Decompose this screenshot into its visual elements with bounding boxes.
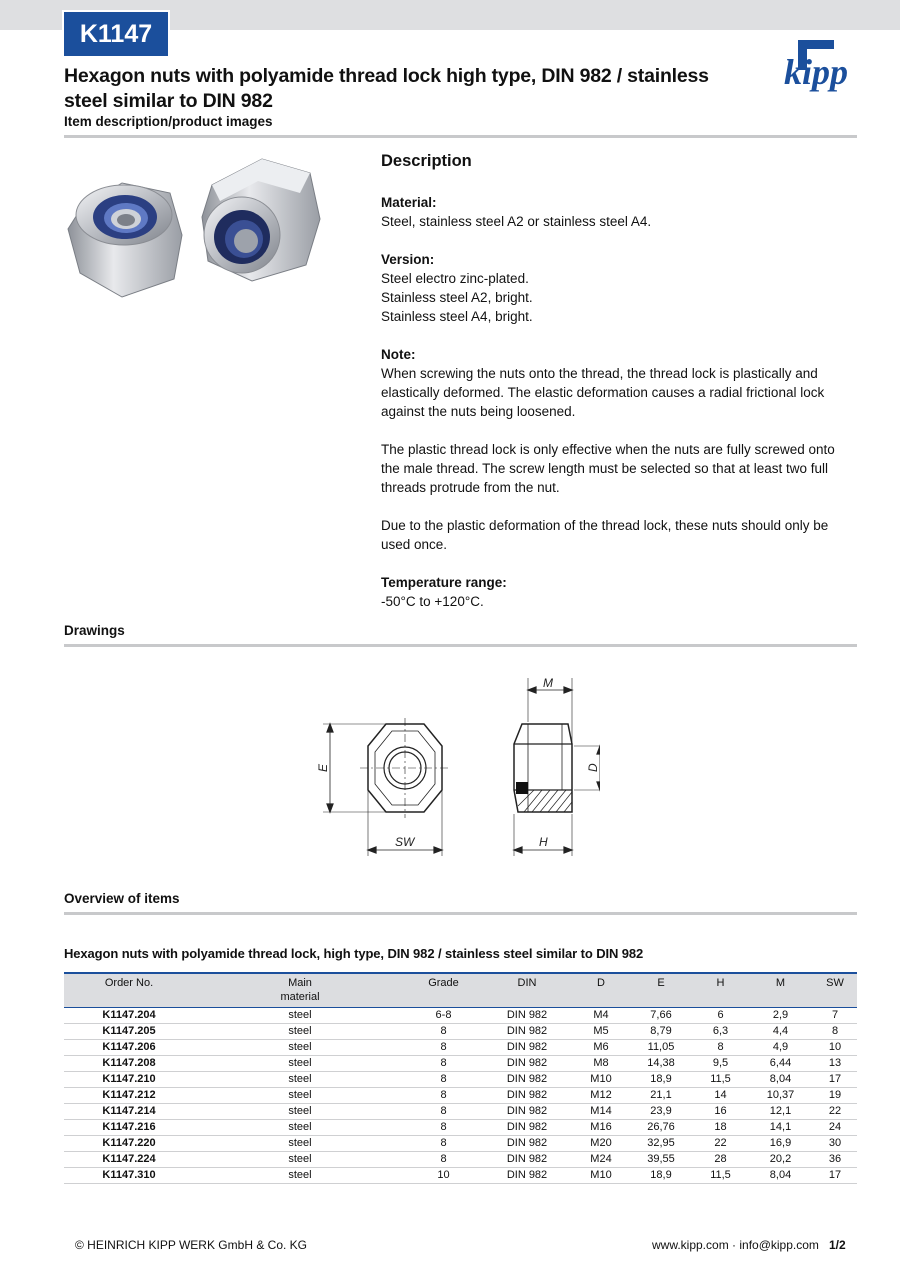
cell-sw: 36 — [813, 1152, 857, 1168]
table-row — [64, 1088, 857, 1104]
cell-e: 26,76 — [629, 1120, 693, 1136]
table-body — [64, 1008, 857, 1184]
description-heading: Description — [381, 152, 472, 170]
cell-d: M6 — [573, 1040, 629, 1056]
product-image — [62, 155, 326, 305]
cell-order-no: K1147.214 — [64, 1104, 194, 1120]
cell-e: 21,1 — [629, 1088, 693, 1104]
cell-h: 28 — [693, 1152, 748, 1168]
cell-grade: 8 — [406, 1024, 481, 1040]
temperature-section — [381, 573, 857, 611]
cell-din: DIN 982 — [481, 1104, 573, 1120]
cell-main-material: steel — [194, 1088, 406, 1104]
cell-grade: 8 — [406, 1072, 481, 1088]
cell-sw: 7 — [813, 1008, 857, 1024]
cell-din: DIN 982 — [481, 1136, 573, 1152]
note-paragraph: Due to the plastic deformation of the thread lock, these nuts should only be used once. — [381, 518, 829, 552]
cell-din: DIN 982 — [481, 1056, 573, 1072]
cell-h: 6 — [693, 1008, 748, 1024]
cell-d: M5 — [573, 1024, 629, 1040]
cell-e: 14,38 — [629, 1056, 693, 1072]
col-header-grade: Grade — [406, 973, 481, 1008]
cell-e: 11,05 — [629, 1040, 693, 1056]
col-header-din: DIN — [481, 973, 573, 1008]
dim-label-d: D — [586, 763, 600, 772]
version-line: Stainless steel A2, bright. — [381, 290, 533, 305]
cell-e: 23,9 — [629, 1104, 693, 1120]
cell-m: 20,2 — [748, 1152, 813, 1168]
cell-sw: 13 — [813, 1056, 857, 1072]
cell-order-no: K1147.204 — [64, 1008, 194, 1024]
cell-m: 12,1 — [748, 1104, 813, 1120]
cell-sw: 19 — [813, 1088, 857, 1104]
cell-sw: 17 — [813, 1072, 857, 1088]
cell-din: DIN 982 — [481, 1152, 573, 1168]
cell-main-material: steel — [194, 1104, 406, 1120]
col-header-h: H — [693, 973, 748, 1008]
cell-main-material: steel — [194, 1008, 406, 1024]
cell-m: 14,1 — [748, 1120, 813, 1136]
cell-din: DIN 982 — [481, 1008, 573, 1024]
cell-m: 10,37 — [748, 1088, 813, 1104]
cell-order-no: K1147.205 — [64, 1024, 194, 1040]
table-row — [64, 1040, 857, 1056]
note-section — [381, 345, 857, 421]
cell-order-no: K1147.212 — [64, 1088, 194, 1104]
cell-d: M16 — [573, 1120, 629, 1136]
temperature-text: -50°C to +120°C. — [381, 594, 484, 609]
dim-label-m: M — [543, 676, 553, 690]
cell-h: 8 — [693, 1040, 748, 1056]
note-label: Note: — [381, 347, 416, 362]
logo-wordmark: kipp — [784, 52, 849, 92]
cell-sw: 8 — [813, 1024, 857, 1040]
col-header-sw: SW — [813, 973, 857, 1008]
cell-h: 22 — [693, 1136, 748, 1152]
cell-din: DIN 982 — [481, 1120, 573, 1136]
cell-grade: 8 — [406, 1040, 481, 1056]
cell-m: 16,9 — [748, 1136, 813, 1152]
front-view-drawing — [323, 718, 450, 856]
cell-order-no: K1147.224 — [64, 1152, 194, 1168]
version-line: Steel electro zinc-plated. — [381, 271, 529, 286]
cell-d: M10 — [573, 1072, 629, 1088]
cell-h: 11,5 — [693, 1072, 748, 1088]
cell-din: DIN 982 — [481, 1088, 573, 1104]
cell-sw: 30 — [813, 1136, 857, 1152]
cell-order-no: K1147.206 — [64, 1040, 194, 1056]
note-paragraph: The plastic thread lock is only effective when the nuts are fully screwed onto the male thread. The screw length must be selected so that at least two full threads protrude from the nut. — [381, 442, 835, 495]
cell-m: 4,4 — [748, 1024, 813, 1040]
col-header-main-material: Main material — [194, 973, 406, 1008]
table-row — [64, 1104, 857, 1120]
table-header-row — [64, 973, 857, 1008]
cell-grade: 8 — [406, 1136, 481, 1152]
dim-label-e: E — [316, 763, 330, 772]
version-section — [381, 250, 857, 326]
cell-m: 4,9 — [748, 1040, 813, 1056]
page-subtitle: Item description/product images — [64, 114, 273, 129]
material-label: Material: — [381, 195, 437, 210]
table-row — [64, 1120, 857, 1136]
technical-drawing — [300, 668, 600, 863]
cell-e: 39,55 — [629, 1152, 693, 1168]
kipp-logo — [784, 38, 858, 92]
cell-d: M8 — [573, 1056, 629, 1072]
product-code-badge: K1147 — [64, 12, 168, 56]
material-section — [381, 193, 857, 231]
note-paragraph: When screwing the nuts onto the thread, the thread lock is plastically and elastically deformed. The elastic deformation causes a radial frictional lock against the nuts being loosened. — [381, 366, 825, 419]
cell-d: M12 — [573, 1088, 629, 1104]
cell-din: DIN 982 — [481, 1168, 573, 1184]
col-header-order-no: Order No. — [64, 973, 194, 1008]
cell-d: M10 — [573, 1168, 629, 1184]
cell-main-material: steel — [194, 1136, 406, 1152]
cell-order-no: K1147.210 — [64, 1072, 194, 1088]
items-table — [64, 972, 857, 1184]
table-row — [64, 1152, 857, 1168]
cell-m: 6,44 — [748, 1056, 813, 1072]
cell-sw: 17 — [813, 1168, 857, 1184]
cell-main-material: steel — [194, 1024, 406, 1040]
cell-e: 8,79 — [629, 1024, 693, 1040]
cell-main-material: steel — [194, 1168, 406, 1184]
description-block — [381, 152, 857, 630]
cell-d: M4 — [573, 1008, 629, 1024]
cell-m: 8,04 — [748, 1168, 813, 1184]
cell-d: M14 — [573, 1104, 629, 1120]
cell-h: 9,5 — [693, 1056, 748, 1072]
cell-grade: 10 — [406, 1168, 481, 1184]
cell-e: 7,66 — [629, 1008, 693, 1024]
nut-front-view — [68, 183, 182, 297]
temperature-label: Temperature range: — [381, 575, 507, 590]
cell-e: 18,9 — [629, 1168, 693, 1184]
table-title: Hexagon nuts with polyamide thread lock, high type, DIN 982 / stainless steel similar to DIN 982 — [64, 946, 644, 961]
cell-din: DIN 982 — [481, 1072, 573, 1088]
cell-order-no: K1147.208 — [64, 1056, 194, 1072]
cell-main-material: steel — [194, 1152, 406, 1168]
footer-contact: www.kipp.com · info@kipp.com — [652, 1238, 819, 1252]
table-row — [64, 1008, 857, 1024]
header-rule — [64, 135, 857, 138]
cell-h: 14 — [693, 1088, 748, 1104]
footer-page-number: 1/2 — [829, 1238, 846, 1252]
col-header-d: D — [573, 973, 629, 1008]
cell-grade: 6-8 — [406, 1008, 481, 1024]
page-title: Hexagon nuts with polyamide thread lock high type, DIN 982 / stainless steel similar to DIN 982 — [64, 65, 709, 112]
drawings-heading: Drawings — [64, 623, 125, 638]
dim-label-sw: SW — [395, 835, 415, 849]
cell-m: 8,04 — [748, 1072, 813, 1088]
cell-grade: 8 — [406, 1152, 481, 1168]
version-label: Version: — [381, 252, 435, 267]
table-row — [64, 1072, 857, 1088]
overview-rule — [64, 912, 857, 915]
cell-sw: 22 — [813, 1104, 857, 1120]
cell-h: 6,3 — [693, 1024, 748, 1040]
cell-order-no: K1147.310 — [64, 1168, 194, 1184]
cell-grade: 8 — [406, 1120, 481, 1136]
cell-d: M20 — [573, 1136, 629, 1152]
cell-sw: 24 — [813, 1120, 857, 1136]
footer-copyright: © HEINRICH KIPP WERK GmbH & Co. KG — [75, 1238, 307, 1252]
cell-grade: 8 — [406, 1088, 481, 1104]
table-row — [64, 1056, 857, 1072]
cell-order-no: K1147.220 — [64, 1136, 194, 1152]
cell-d: M24 — [573, 1152, 629, 1168]
table-row — [64, 1136, 857, 1152]
col-header-m: M — [748, 973, 813, 1008]
cell-din: DIN 982 — [481, 1040, 573, 1056]
cell-e: 32,95 — [629, 1136, 693, 1152]
col-header-e: E — [629, 973, 693, 1008]
cell-din: DIN 982 — [481, 1024, 573, 1040]
cell-main-material: steel — [194, 1040, 406, 1056]
version-line: Stainless steel A4, bright. — [381, 309, 533, 324]
cell-h: 18 — [693, 1120, 748, 1136]
cell-h: 16 — [693, 1104, 748, 1120]
nut-side-view — [202, 159, 320, 281]
cell-grade: 8 — [406, 1104, 481, 1120]
material-text: Steel, stainless steel A2 or stainless steel A4. — [381, 214, 652, 229]
cell-e: 18,9 — [629, 1072, 693, 1088]
dim-label-h: H — [539, 835, 548, 849]
cell-sw: 10 — [813, 1040, 857, 1056]
table-row — [64, 1168, 857, 1184]
cell-h: 11,5 — [693, 1168, 748, 1184]
cell-main-material: steel — [194, 1056, 406, 1072]
cell-order-no: K1147.216 — [64, 1120, 194, 1136]
table-row — [64, 1024, 857, 1040]
cell-main-material: steel — [194, 1072, 406, 1088]
cell-m: 2,9 — [748, 1008, 813, 1024]
cell-grade: 8 — [406, 1056, 481, 1072]
cell-main-material: steel — [194, 1120, 406, 1136]
overview-heading: Overview of items — [64, 891, 180, 906]
drawings-rule — [64, 644, 857, 647]
